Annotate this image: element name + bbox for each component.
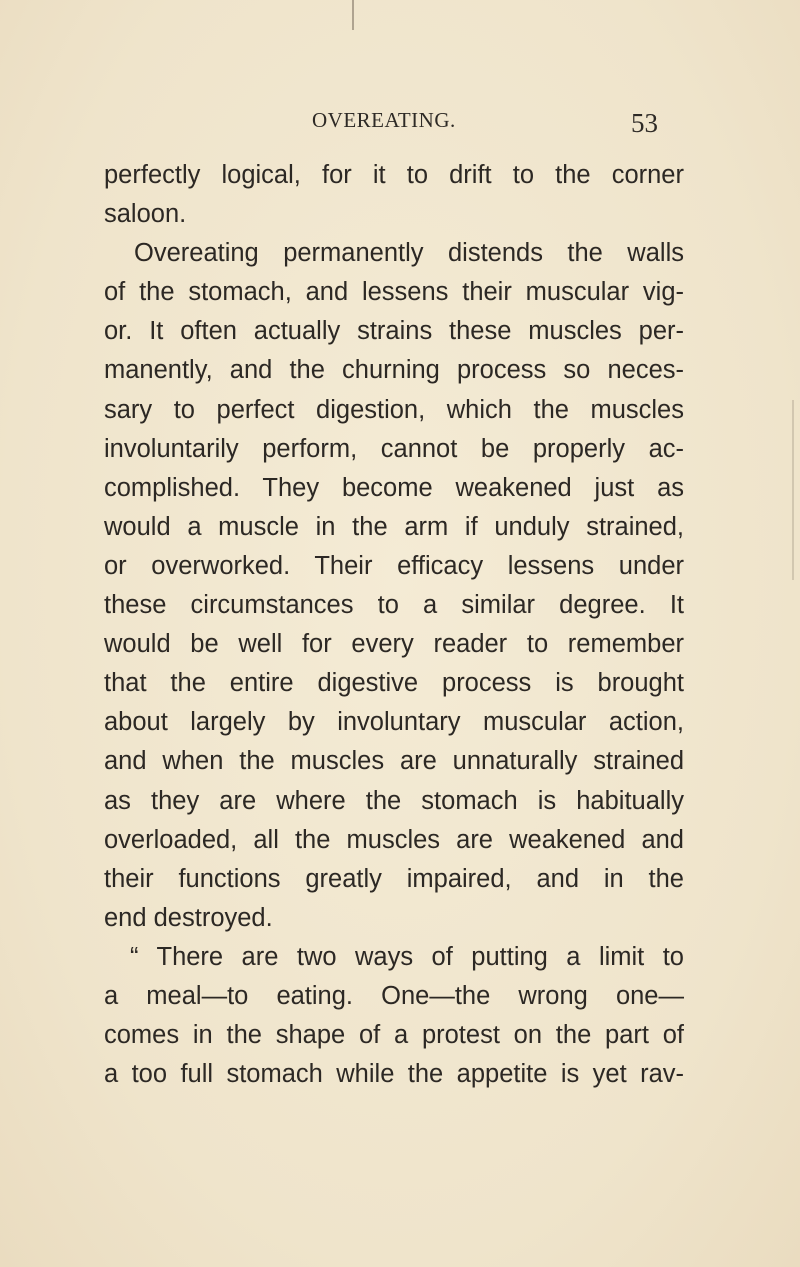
text-line: their functions greatly impaired, and in the: [104, 864, 684, 893]
text-line: would a muscle in the arm if unduly strained,: [104, 512, 684, 541]
text-line: as they are where the stomach is habitually: [104, 786, 684, 815]
text-line: overloaded, all the muscles are weakened and: [104, 825, 684, 854]
paragraph: [104, 234, 684, 938]
running-head: [0, 108, 800, 138]
text-line: about largely by involuntary muscular action,: [104, 708, 684, 737]
text-line: that the entire digestive process is brought: [104, 669, 684, 698]
text-line: comes in the shape of a protest on the part of: [104, 1021, 684, 1050]
text-line: these circumstances to a similar degree. It: [104, 591, 684, 620]
text-line: or overworked. Their efficacy lessens under: [104, 551, 684, 580]
text-line: a too full stomach while the appetite is yet rav-: [104, 1060, 684, 1089]
text-line: of the stomach, and lessens their muscular vig-: [104, 278, 684, 307]
text-line: a meal—to eating. One—the wrong one—: [104, 981, 684, 1010]
text-line: manently, and the churning process so neces-: [104, 356, 684, 385]
text-line: “ There are two ways of putting a limit to: [130, 942, 684, 971]
text-line: or. It often actually strains these muscles per-: [104, 317, 684, 346]
page-edge-shadow: [352, 0, 354, 30]
text-line: end destroyed.: [104, 903, 273, 932]
text-line: Overeating permanently distends the walls: [134, 239, 684, 268]
text-line: involuntarily perform, cannot be properly ac-: [104, 434, 684, 463]
page-edge-shadow: [792, 400, 794, 580]
text-line: saloon.: [104, 200, 187, 229]
text-line: complished. They become weakened just as: [104, 473, 684, 502]
paragraph: [104, 156, 684, 234]
page-number: 53: [631, 108, 658, 138]
text-line: would be well for every reader to remember: [104, 630, 684, 659]
text-line: sary to perfect digestion, which the muscles: [104, 395, 684, 424]
running-title: OVEREATING.: [312, 108, 456, 132]
text-line: perfectly logical, for it to drift to the corner: [104, 161, 684, 189]
paragraph: [104, 938, 684, 1094]
body-text: [104, 156, 684, 1094]
text-line: and when the muscles are unnaturally strained: [104, 747, 684, 776]
